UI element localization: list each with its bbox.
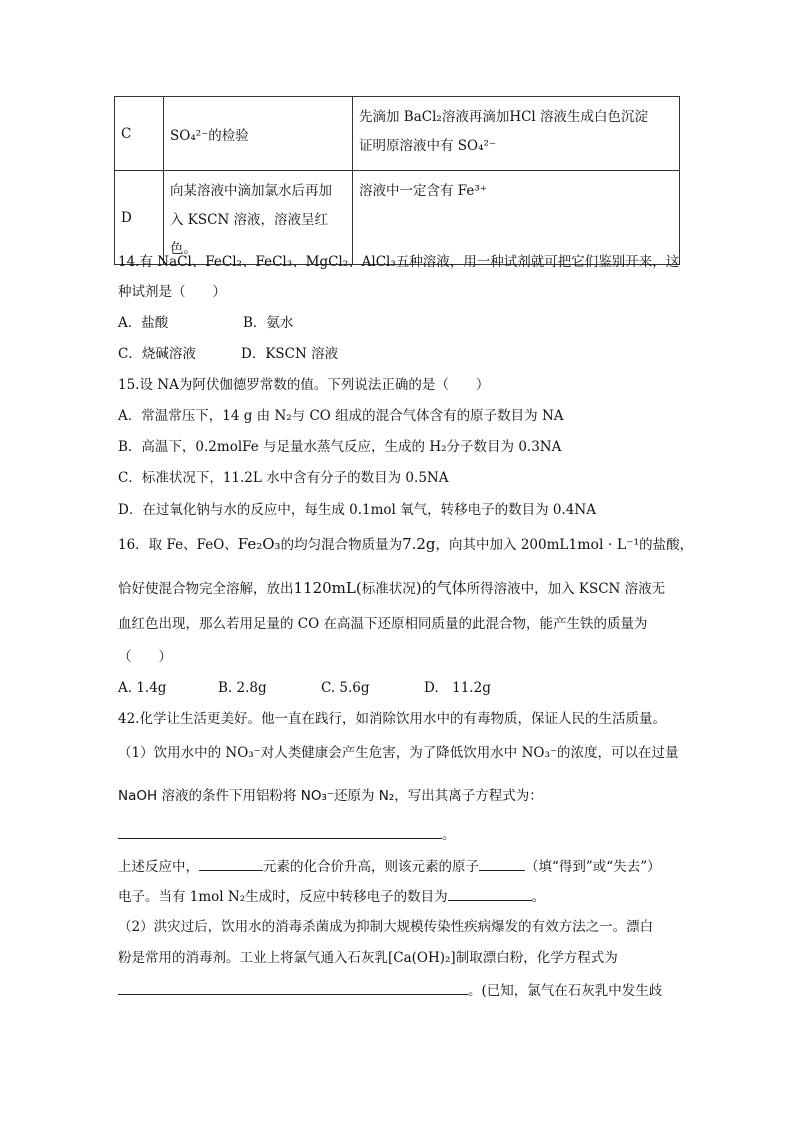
q14-option-d: D．KSCN 溶液 bbox=[241, 346, 339, 362]
text-run: 。 bbox=[531, 889, 546, 905]
q14-stem-line: 14.有 NaCl、FeCl₂、FeCl₃、MgCl₂、AlCl₃五种溶液，用一种试剂就可把它们鉴别开来，这 bbox=[118, 254, 680, 270]
q42-stem: 42.化学让生活更美好。他一直在践行，如消除饮用水中的有毒物质，保证人民的生活质量。 bbox=[118, 711, 666, 727]
text-run: 恰好使混合物完全溶解，放出 bbox=[118, 581, 294, 597]
q15-option-a: A．常温常压下，14 g 由 N₂与 CO 组成的混合气体含有的原子数目为 NA bbox=[118, 408, 564, 424]
answer-blank[interactable] bbox=[479, 856, 525, 871]
q15-stem: 15.设 NA为阿伏伽德罗常数的值。下列说法正确的是（ ） bbox=[118, 377, 490, 393]
q42-answer-line bbox=[118, 824, 456, 845]
q14-stem-line: 种试剂是（ ） bbox=[118, 284, 226, 300]
q16-option-d: D. 11.2g bbox=[424, 680, 491, 696]
text-run: 所得溶液中，加入 KSCN 溶液无 bbox=[466, 581, 666, 597]
q15-option-d: D．在过氧化钠与水的反应中，每生成 0.1mol 氧气，转移电子的数目为 0.4NA bbox=[118, 502, 596, 518]
table-cell bbox=[353, 171, 680, 265]
q16-line-4: （ ） bbox=[118, 649, 172, 665]
cell-line: 先滴加 BaCl₂溶液再滴加HCl 溶液生成白色沉淀 bbox=[359, 109, 649, 125]
q42-part1-line bbox=[118, 886, 545, 907]
q16-line-3: 血红色出现，那么若用足量的 CO 在高温下还原相同质量的此混合物，能产生铁的质量为 bbox=[118, 616, 648, 632]
table-row bbox=[115, 97, 680, 171]
q16-option-c: C. 5.6g bbox=[321, 680, 370, 696]
q15-option-b: B．高温下，0.2molFe 与足量水蒸气反应，生成的 H₂分子数目为 0.3NA bbox=[118, 439, 562, 455]
table-row bbox=[115, 171, 680, 265]
text-run: 。 bbox=[442, 827, 456, 843]
q42-part2-line bbox=[118, 980, 662, 1001]
table-cell bbox=[164, 171, 353, 265]
cell-line: 入 KSCN 溶液，溶液呈红色。 bbox=[170, 212, 329, 257]
row-label: C bbox=[115, 97, 164, 171]
options-table bbox=[114, 96, 680, 265]
q14-option-a: A．盐酸 bbox=[118, 315, 169, 331]
q42-part1-line: （1）饮用水中的 NO₃⁻对人类健康会产生危害，为了降低饮用水中 NO₃⁻的浓度，可以在过量 bbox=[118, 745, 679, 761]
text-run: 。(已知，氯气在石灰乳中发生歧 bbox=[468, 983, 663, 999]
q16-option-b: B. 2.8g bbox=[218, 680, 267, 696]
text-run: 16．取 Fe、FeO、 bbox=[118, 537, 238, 553]
text-run: 元素的化合价升高，则该元素的原子 bbox=[263, 859, 479, 875]
table-cell bbox=[353, 97, 680, 171]
text-run: 标准状况 bbox=[361, 581, 416, 597]
formula: 1mol · L⁻¹ bbox=[568, 537, 640, 553]
text-run: 的盐酸， bbox=[639, 537, 694, 553]
q16-option-a: A. 1.4g bbox=[118, 680, 167, 696]
answer-blank[interactable] bbox=[199, 856, 263, 871]
text-run: 上述反应中， bbox=[118, 859, 199, 875]
q42-part1-line: NaOH 溶液的条件下用铝粉将 NO₃⁻还原为 N₂，写出其离子方程式为： bbox=[118, 788, 543, 804]
text-run: （填“得到”或“失去”） bbox=[525, 859, 661, 875]
q42-part1-line bbox=[118, 856, 661, 877]
q15-option-c: C．标准状况下，11.2L 水中含有分子的数目为 0.5NA bbox=[118, 470, 449, 486]
answer-blank[interactable] bbox=[448, 886, 532, 901]
answer-blank[interactable] bbox=[118, 980, 468, 995]
text-run: 电子。当有 1mol N₂生成时，反应中转移电子的数目为 bbox=[118, 889, 448, 905]
table-cell: SO₄²⁻的检验 bbox=[164, 97, 353, 171]
q14-option-c: C．烧碱溶液 bbox=[118, 346, 196, 362]
formula: 7.2g bbox=[402, 535, 436, 553]
q42-part2-line: （2）洪灾过后，饮用水的消毒杀菌成为抑制大规模传染性疾病爆发的有效方法之一。漂白 bbox=[118, 919, 654, 935]
cell-line: 溶液中一定含有 Fe³⁺ bbox=[359, 183, 487, 199]
cell-line: 证明原溶液中有 SO₄²⁻ bbox=[359, 138, 497, 154]
q16-line-2 bbox=[118, 578, 665, 599]
formula: 1120mL( bbox=[293, 579, 362, 597]
q16-line-1 bbox=[118, 534, 693, 555]
cell-line: 向某溶液中滴加氯水后再加 bbox=[170, 183, 332, 199]
q42-part2-line: 粉是常用的消毒剂。工业上将氯气通入石灰乳[Ca(OH)₂]制取漂白粉，化学方程式为 bbox=[118, 950, 618, 966]
answer-blank[interactable] bbox=[118, 824, 442, 839]
text-run: 的均匀混合物质量为 bbox=[280, 537, 403, 553]
q14-option-b: B．氨水 bbox=[243, 315, 294, 331]
formula: Fe₂O₃ bbox=[237, 535, 281, 553]
row-label: D bbox=[115, 171, 164, 265]
text-run: ，向其中加入 200mL bbox=[435, 537, 569, 553]
formula: )的气体 bbox=[415, 579, 467, 597]
